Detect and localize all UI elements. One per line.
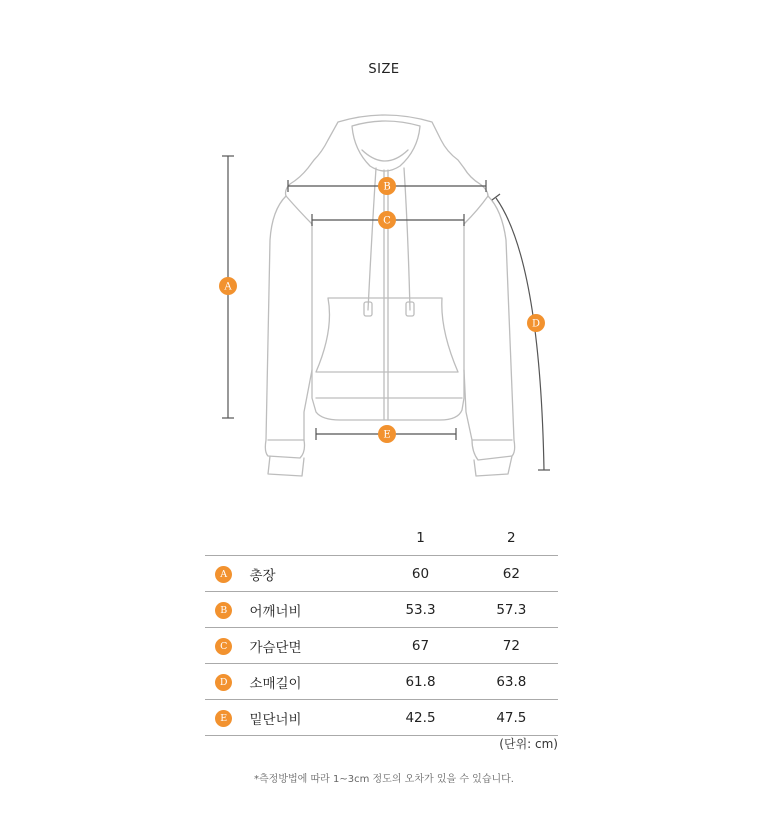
row-value-size-2: 47.5 [465, 700, 558, 736]
row-value-size-2: 72 [465, 628, 558, 664]
marker-d [527, 314, 545, 332]
table-row [205, 556, 558, 592]
row-label: 소매길이 [242, 664, 376, 700]
row-value-size-2: 62 [465, 556, 558, 592]
marker-c [378, 211, 396, 229]
size-table [205, 520, 558, 736]
row-value-size-1: 42.5 [376, 700, 464, 736]
row-label: 가슴단면 [242, 628, 376, 664]
row-value-size-2: 63.8 [465, 664, 558, 700]
marker-e [378, 425, 396, 443]
svg-text:E: E [383, 429, 391, 441]
marker-a [219, 277, 237, 295]
hoodie-outline [265, 115, 514, 476]
row-marker: D [215, 674, 232, 691]
table-row [205, 700, 558, 736]
measure-lines [222, 156, 550, 470]
svg-text:B: B [383, 181, 391, 193]
unit-note: (단위: cm) [499, 737, 558, 751]
svg-text:C: C [383, 215, 391, 227]
svg-text:D: D [531, 318, 541, 330]
row-value-size-1: 61.8 [376, 664, 464, 700]
table-row [205, 628, 558, 664]
row-value-size-1: 67 [376, 628, 464, 664]
table-row [205, 664, 558, 700]
row-value-size-1: 53.3 [376, 592, 464, 628]
page-title: SIZE [368, 62, 400, 77]
table-row [205, 592, 558, 628]
row-label: 어깨너비 [242, 592, 376, 628]
size-header-2: 2 [465, 520, 558, 556]
row-marker: E [215, 710, 232, 727]
row-value-size-2: 57.3 [465, 592, 558, 628]
row-marker: A [215, 566, 232, 583]
measurement-footnote: *측정방법에 따라 1~3cm 정도의 오차가 있을 수 있습니다. [254, 774, 514, 785]
svg-text:A: A [224, 281, 232, 293]
size-header-1: 1 [376, 520, 464, 556]
marker-b [378, 177, 396, 195]
row-label: 밑단너비 [242, 700, 376, 736]
size-table-header [205, 520, 558, 556]
row-label: 총장 [242, 556, 376, 592]
row-value-size-1: 60 [376, 556, 464, 592]
row-marker: B [215, 602, 232, 619]
row-marker: C [215, 638, 232, 655]
